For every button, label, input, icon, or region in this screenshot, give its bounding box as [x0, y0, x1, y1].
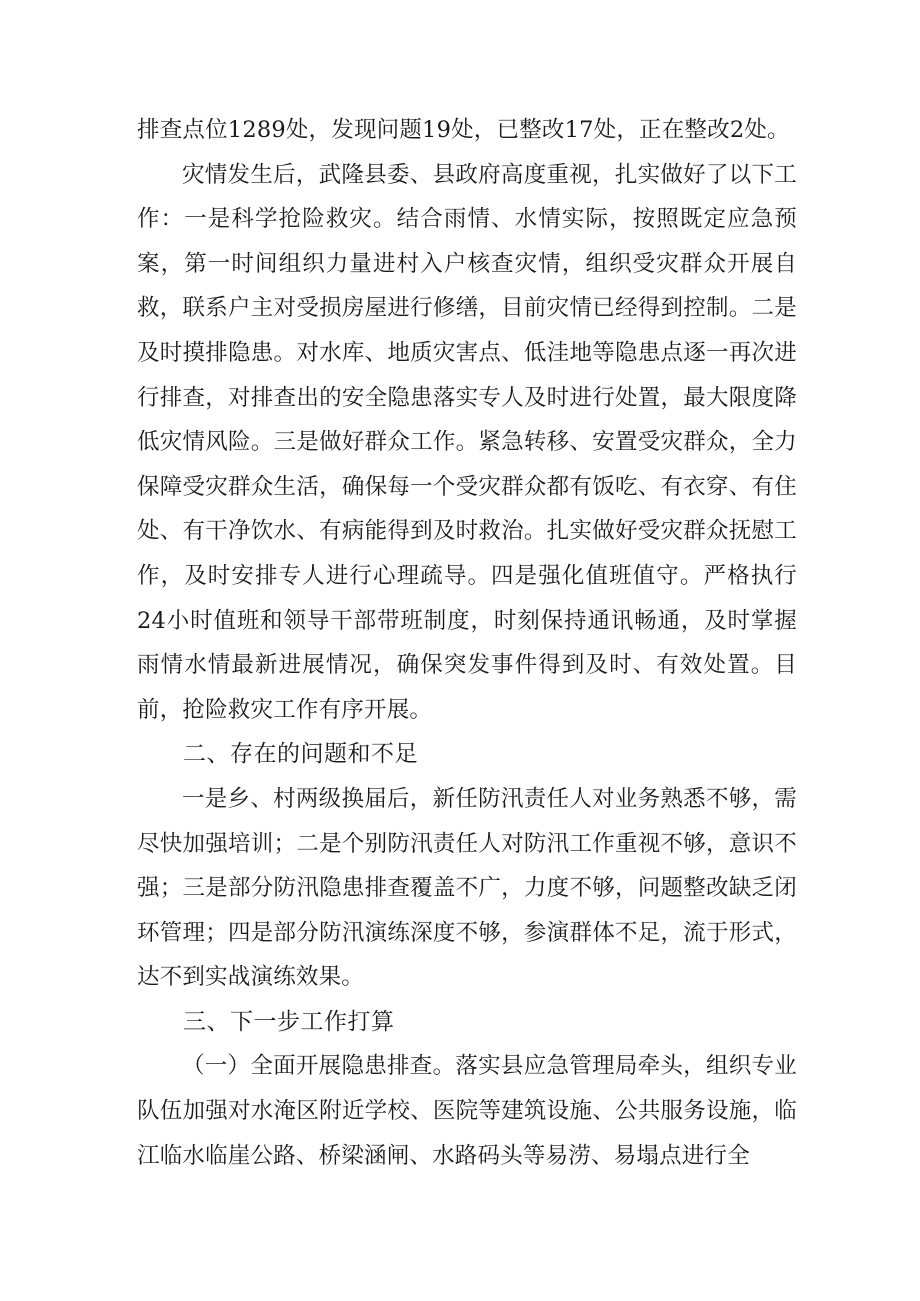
paragraph-disaster-response: 灾情发生后，武隆县委、县政府高度重视，扎实做好了以下工作：一是科学抢险救灾。结合雨情、水情实际，按照既定应急预案，第一时间组织力量进村入户核查灾情，组织受灾群众开展自救，联系户主对受损房屋进行修缮，目前灾情已经得到控制。二是及时摸排隐患。对水库、地质灾害点、低洼地等隐患点逐一再次进行排查，对排查出的安全隐患落实专人及时进行处置，最大限度降低灾情风险。三是做好群众工作。紧急转移、安置受灾群众，全力保障受灾群众生活，确保每一个受灾群众都有饭吃、有衣穿、有住处、有干净饮水、有病能得到及时救治。扎实做好受灾群众抚慰工作，及时安排专人进行心理疏导。四是强化值班值守。严格执行24小时值班和领导干部带班制度，时刻保持通讯畅通，及时掌握雨情水情最新进展情况，确保突发事件得到及时、有效处置。目前，抢险救灾工作有序开展。: [137, 161, 797, 723]
paragraph-hazard-inspection: （一）全面开展隐患排查。落实县应急管理局牵头，组织专业队伍加强对水淹区附近学校、医院等建筑设施、公共服务设施，临江临水临崖公路、桥梁涵闸、水路码头等易涝、易塌点进行全: [137, 1053, 797, 1169]
paragraph-inspection-summary: 排查点位1289处，发现问题19处，已整改17处，正在整改2处。: [137, 117, 790, 143]
paragraph-problems: 一是乡、村两级换届后，新任防汛责任人对业务熟悉不够，需尽快加强培训；二是个别防汛责任人对防汛工作重视不够，意识不强；三是部分防汛隐患排查覆盖不广，力度不够，问题整改缺乏闭环管理；四是部分防汛演练深度不够，参演群体不足，流于形式，达不到实战演练效果。: [137, 785, 797, 991]
section-heading-problems: 二、存在的问题和不足: [183, 741, 418, 768]
section-heading-next-steps: 三、下一步工作打算: [183, 1008, 395, 1035]
document-page: [137, 108, 797, 1178]
